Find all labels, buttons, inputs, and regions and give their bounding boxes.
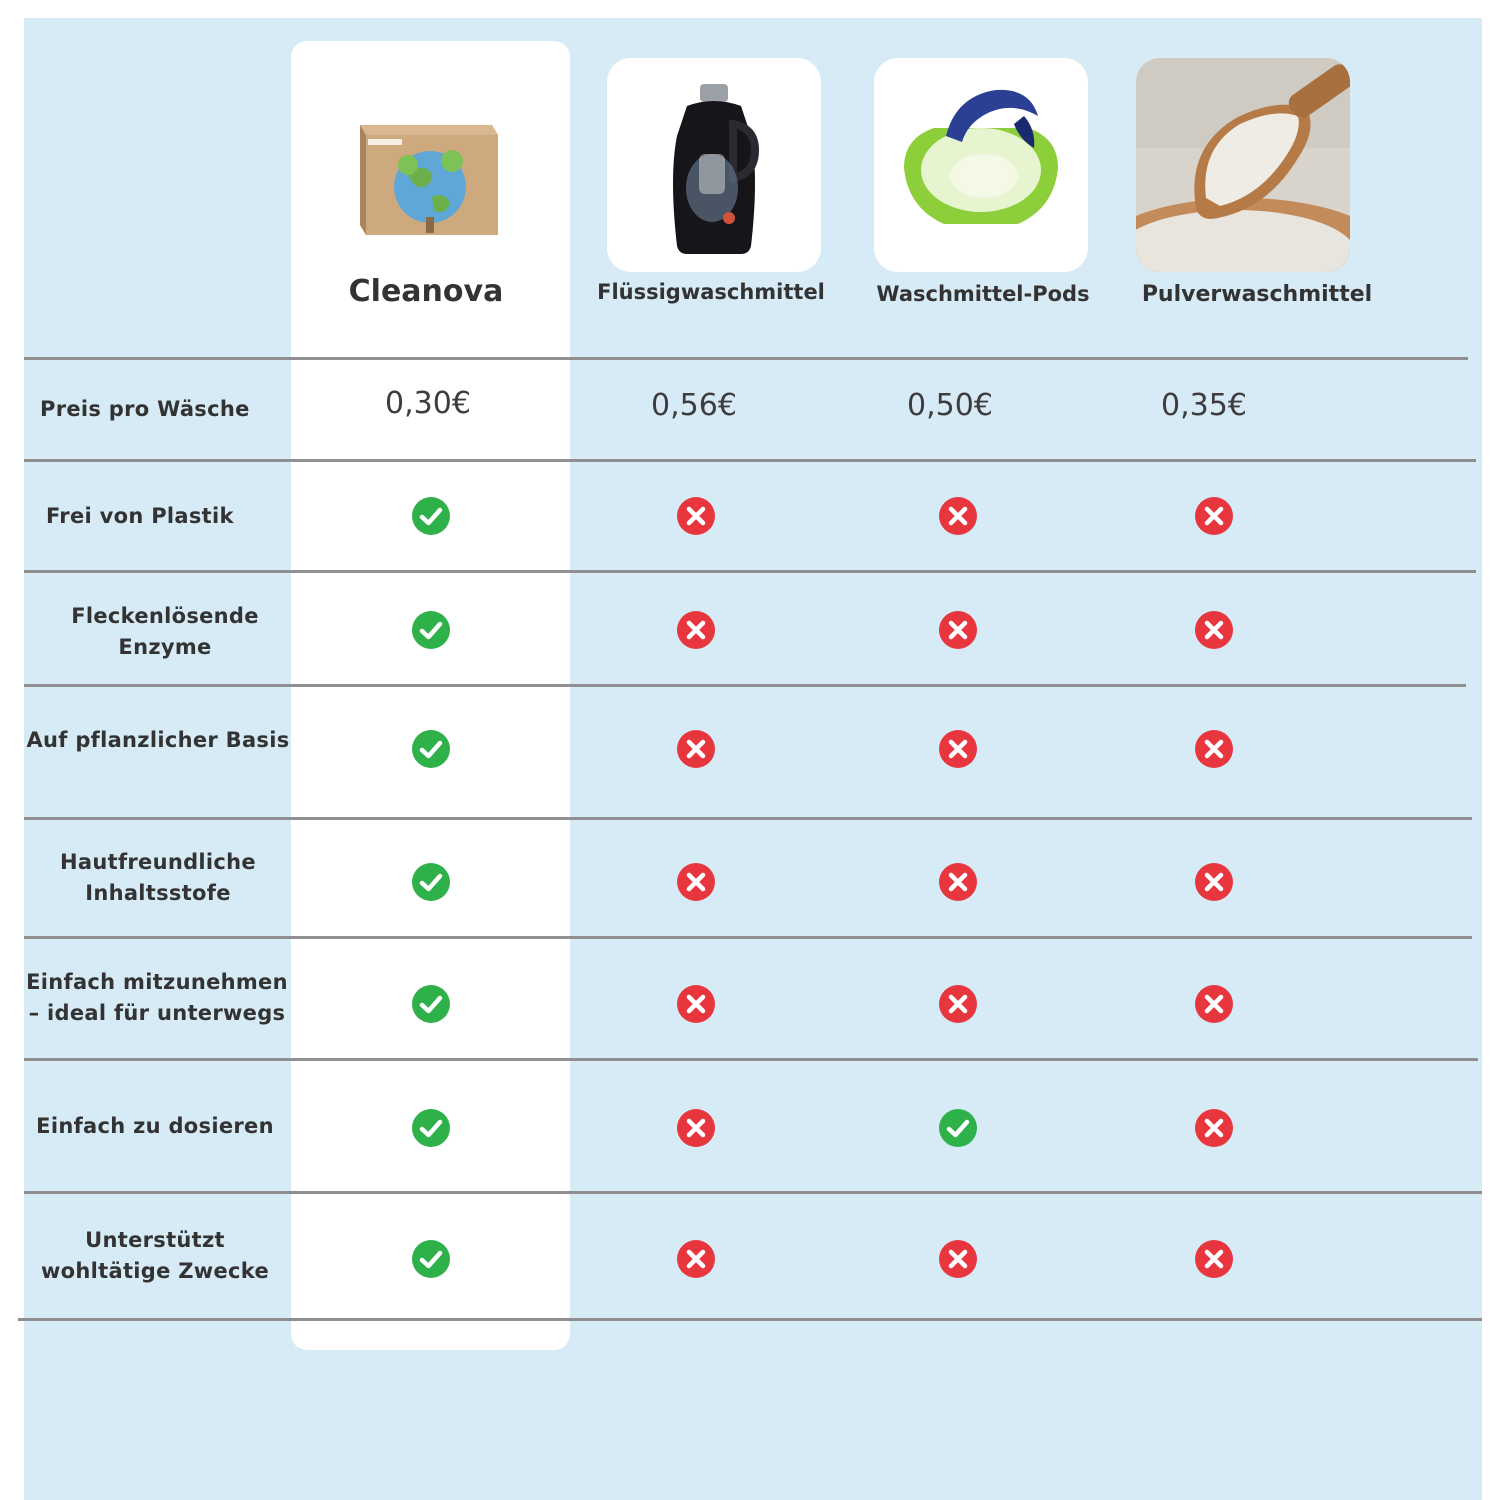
price-pods: 0,50€ (907, 388, 993, 423)
cross-icon (938, 496, 978, 536)
row-label-feature-4: Hautfreundliche Inhaltsstofe (60, 850, 256, 905)
row-label-feature-3: Auf pflanzlicher Basis (26, 728, 290, 752)
cross-icon (676, 610, 716, 650)
cross-icon (938, 862, 978, 902)
check-icon (411, 1239, 451, 1279)
check-icon (411, 610, 451, 650)
cross-icon (938, 729, 978, 769)
cross-icon (938, 1239, 978, 1279)
powder-scoop-icon (1136, 58, 1350, 272)
price-cleanova: 0,30€ (385, 386, 471, 421)
check-icon (411, 862, 451, 902)
cross-icon (676, 862, 716, 902)
cross-icon (1194, 496, 1234, 536)
product-name-cleanova: Cleanova (348, 274, 504, 309)
row-label-feature-5: Einfach mitzunehmen – ideal für unterwegs (26, 970, 288, 1025)
cross-icon (938, 610, 978, 650)
liquid-detergent-bottle-icon (607, 58, 821, 272)
check-icon (411, 496, 451, 536)
cross-icon (676, 729, 716, 769)
divider (18, 1318, 1482, 1321)
row-label-feature-2: Fleckenlösende Enzyme (71, 604, 259, 659)
price-fluessig: 0,56€ (651, 388, 737, 423)
cross-icon (676, 984, 716, 1024)
cross-icon (676, 496, 716, 536)
cross-icon (676, 1108, 716, 1148)
price-pulver: 0,35€ (1161, 388, 1247, 423)
product-name-fluessig: Flüssigwaschmittel (597, 280, 825, 304)
check-icon (938, 1108, 978, 1148)
check-icon (411, 1108, 451, 1148)
cross-icon (1194, 862, 1234, 902)
detergent-pod-icon (874, 58, 1088, 272)
divider (24, 570, 1476, 573)
cross-icon (938, 984, 978, 1024)
cross-icon (1194, 610, 1234, 650)
cross-icon (1194, 984, 1234, 1024)
cross-icon (676, 1239, 716, 1279)
cross-icon (1194, 1239, 1234, 1279)
cleanova-box-icon (320, 57, 534, 271)
product-name-pulver: Pulverwaschmittel (1141, 282, 1373, 307)
row-label-feature-6: Einfach zu dosieren (36, 1113, 274, 1138)
cross-icon (1194, 1108, 1234, 1148)
check-icon (411, 984, 451, 1024)
check-icon (411, 729, 451, 769)
cross-icon (1194, 729, 1234, 769)
row-label-feature-1: Frei von Plastik (46, 503, 234, 528)
row-label-price: Preis pro Wäsche (40, 397, 250, 421)
row-label-feature-7: Unterstützt wohltätige Zwecke (40, 1228, 270, 1283)
product-name-pods: Waschmittel-Pods (876, 282, 1090, 306)
